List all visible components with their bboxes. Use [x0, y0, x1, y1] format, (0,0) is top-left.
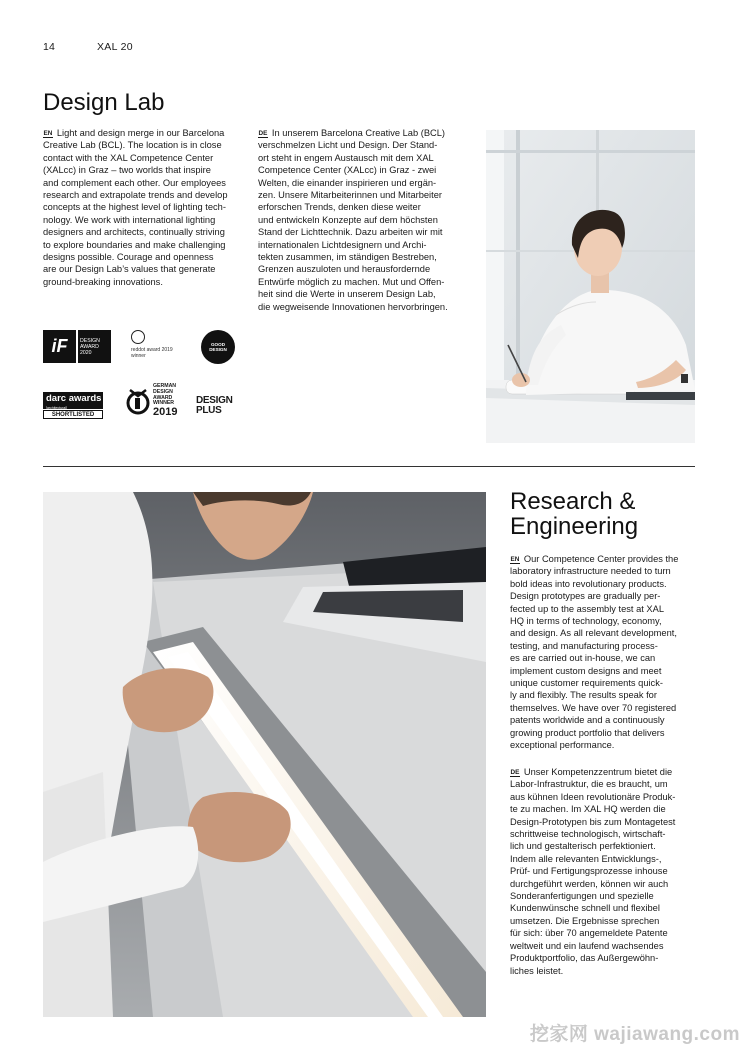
research-title-line2: Engineering: [510, 513, 639, 541]
if-award-line: DESIGN: [80, 337, 100, 344]
good-design-logo: [201, 330, 235, 364]
design-plus-line: PLUS: [196, 404, 222, 416]
darc-shortlisted-badge: SHORTLISTED: [43, 410, 103, 419]
watermark: 挖家网 wajiawang.com: [529, 1024, 740, 1045]
if-award-line: AWARD: [80, 343, 99, 350]
if-mark: iF: [43, 330, 76, 363]
german-award-line: DESIGN: [153, 388, 173, 395]
if-award-line: 2020: [80, 349, 92, 356]
design-plus-line: DESIGN: [196, 395, 233, 406]
research-de-paragraph: [510, 766, 710, 977]
design-lab-title: Design Lab: [43, 89, 165, 116]
german-design-award-logo: [126, 383, 186, 419]
brand-label: XAL 20: [97, 41, 133, 53]
german-award-line: AWARD: [153, 394, 173, 401]
research-de-text: Unser Kompetenzzentrum bietet die Labor-Infrastruktur, die es braucht, um aus kühnen Ideen revolutionäre Produk- te zu machen. Im XAL HQ werden die Design-Prototypen bis zum Montagetest schrittweise technologisch, wirtschaft- lich und gestalterisch perfektioniert. Indem alle relevanten Entwicklungs-, Prüf- und Fertigungsprozesse inhouse durchgeführt werden, können wir auch Sonderanfertigungen und spezielle Kundenwünsche schnell und flexibel umsetzen. Die Ergebnisse sprechen für sich: über 70 angemeldete Patente weltweit und ein laufend wachsendes Produktportfolio, das Außergewöhn- liches leistet.: [510, 767, 676, 976]
german-award-year: 2019: [153, 406, 178, 419]
design-lab-en-text: Light and design merge in our Barcelona Creative Lab (BCL). The location is in close contact with the XAL Competence Center (XALcc) in Graz – two worlds that inspire and complement each other. Our employees research and extrapolate trends and develop concepts at the highest level of lighting tech- nology. We work with international lighting designers and architects, continually striving to explore boundaries and make challenging designs possible. Courage and openness are our Design Lab’s values that generate ground-breaking innovations.: [43, 128, 228, 287]
good-design-line: GOOD: [210, 341, 226, 347]
reddot-award-text: reddot award 2019: [131, 347, 173, 353]
de-language-tag: DE: [258, 130, 268, 137]
page-number: 14: [43, 41, 56, 53]
en-language-tag: EN: [510, 556, 520, 563]
engineer-luminaire-photo: [43, 492, 486, 1017]
darc-awards-logo: [43, 392, 103, 419]
german-award-line: WINNER: [153, 400, 175, 407]
reddot-award-logo: [131, 330, 191, 364]
de-language-tag: DE: [510, 769, 520, 776]
if-award-text: [78, 330, 111, 363]
good-design-line: DESIGN: [209, 347, 227, 352]
reddot-winner-text: winner: [131, 353, 146, 359]
section-divider: [43, 466, 695, 467]
darc-awards-title: darc awards: [43, 392, 103, 407]
darc-awards-subtitle: [architectural]: [43, 407, 103, 409]
design-plus-logo: [196, 396, 240, 418]
german-design-award-icon: [126, 386, 150, 416]
design-lab-de-text: In unserem Barcelona Creative Lab (BCL) verschmelzen Licht und Design. Der Stand- ort steht in engem Austausch mit dem XAL Competence Center (XALcc) in Graz - zwei Welten, die einander inspirieren und ergän- zen. Unsere Mitarbeiterinnen und Mitarbeiter erforschen Trends, denken diese weiter und entwickeln Konzepte auf dem höchsten Stand der Lichttechnik. Dazu arbeiten wir mit internationalen Lichtdesignern und Archi- tekten zusammen, im ständigen Bestreben, Grenzen auszuloten und herausfordernde Entwürfe möglich zu machen. Mut und Offen- heit sind die Werte in unserem Design Lab, die wegweisende Innovationen hervorbringen.: [258, 128, 448, 312]
designer-drawing-photo: [486, 130, 695, 443]
research-en-text: Our Competence Center provides the laboratory infrastructure needed to turn bold ideas into revolutionary products. Design prototypes are gradually per- fected up to the assembly test at XAL HQ in terms of technology, economy, and design. As all relevant development, testing, and manufacturing process- es are carried out in-house, we can implement custom designs and meet unique customer requirements quick- ly and flexibly. The results speak for themselves. We have over 70 registered patents worldwide and a continuously growing product portfolio that delivers exceptional performance.: [510, 554, 679, 751]
research-en-paragraph: [510, 553, 710, 752]
research-title-line1: Research &: [510, 488, 636, 515]
german-award-line: GERMAN: [153, 382, 177, 389]
design-lab-de-paragraph: [258, 127, 473, 313]
if-design-award-logo: [43, 330, 111, 363]
design-lab-en-paragraph: [43, 127, 253, 288]
reddot-icon: [131, 330, 145, 344]
research-title: [510, 489, 638, 539]
en-language-tag: EN: [43, 130, 53, 137]
